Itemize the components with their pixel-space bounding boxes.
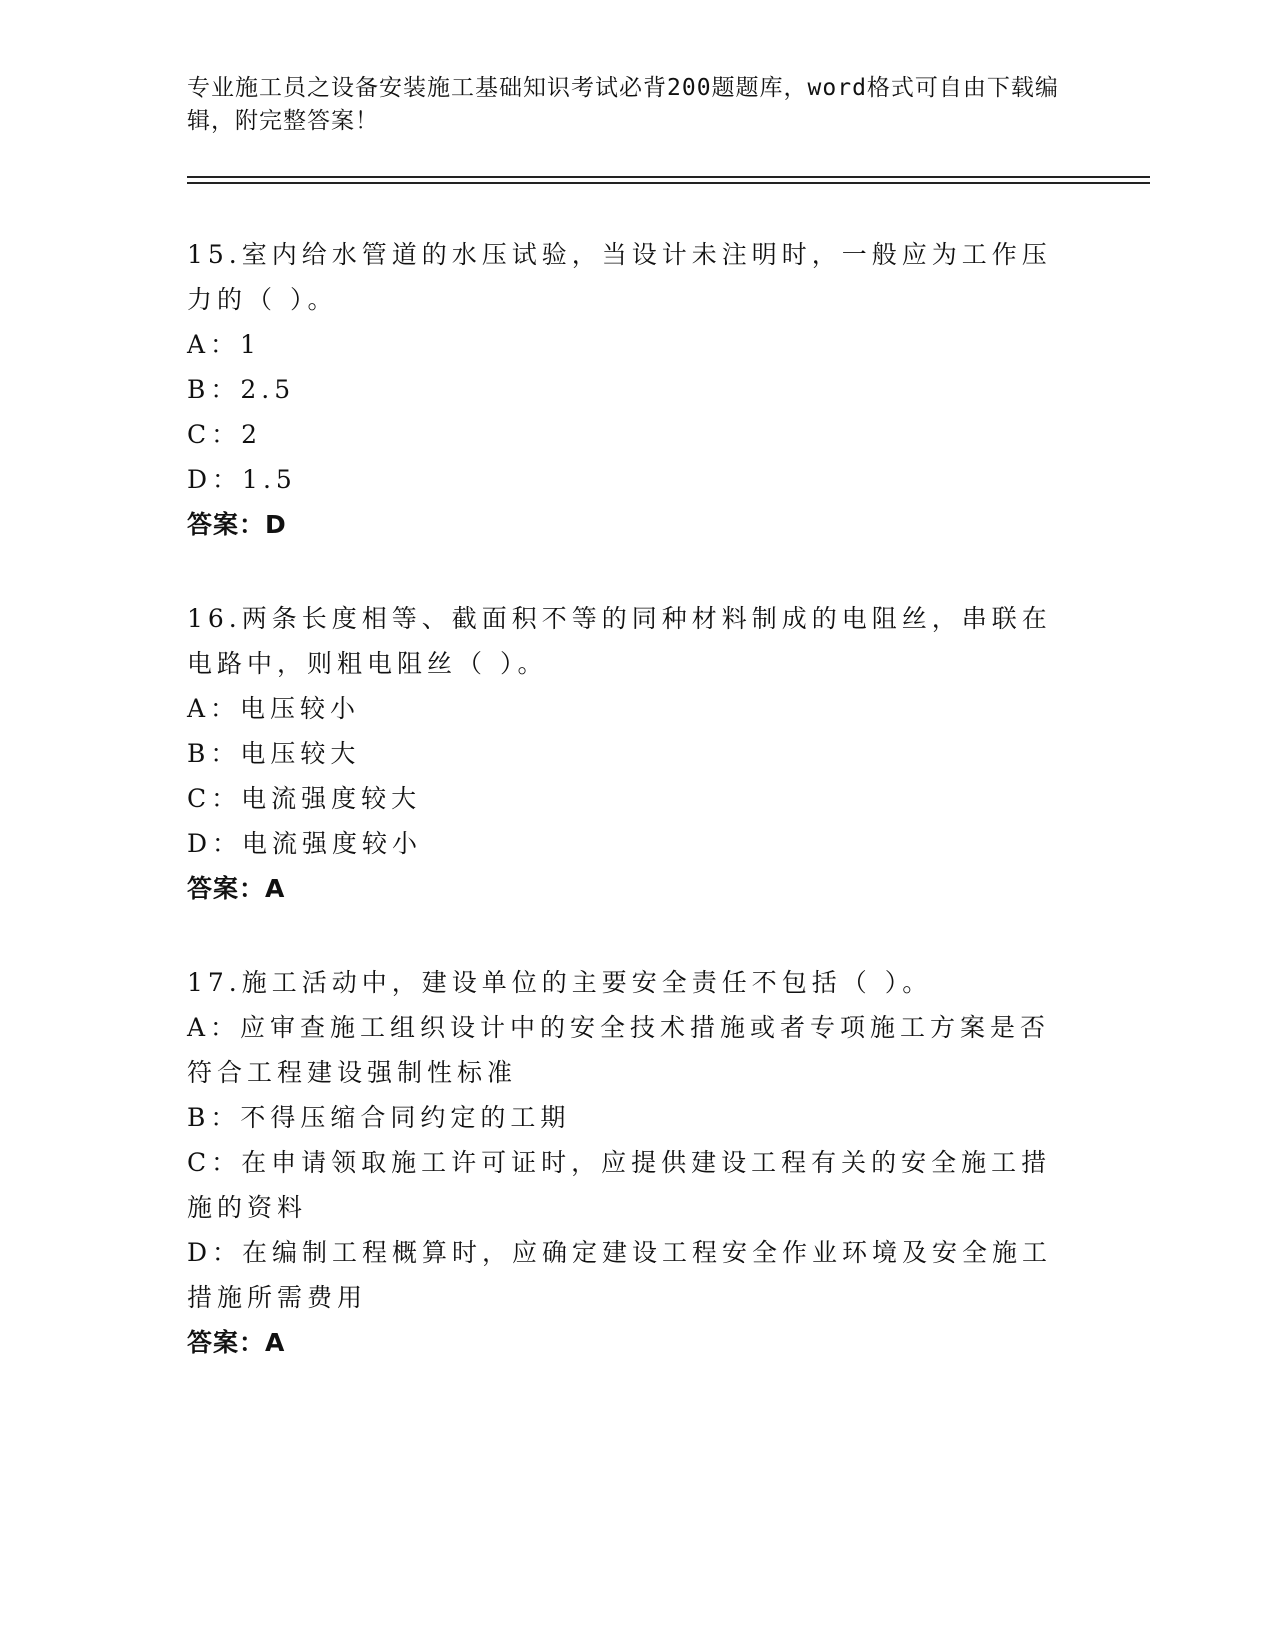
answer-label: 答案：D — [187, 510, 287, 539]
header-divider-bottom — [187, 182, 1150, 184]
option-d: D：1.5 — [187, 465, 297, 494]
question-stem: 17.施工活动中，建设单位的主要安全责任不包括（ ）。 — [187, 968, 933, 997]
option-a: A：1 — [187, 330, 261, 359]
option-c: C：2 — [187, 420, 263, 449]
option-b: B：不得压缩合同约定的工期 — [187, 1103, 571, 1132]
answer-label: 答案：A — [187, 1328, 286, 1357]
option-b: B：2.5 — [187, 375, 296, 404]
option-b: B：电压较大 — [187, 739, 361, 768]
option-d: D：在编制工程概算时，应确定建设工程安全作业环境及安全施工措施所需费用 — [187, 1238, 1053, 1312]
document-header: 专业施工员之设备安装施工基础知识考试必背200题题库，word格式可自由下载编辑，附完整答案！ — [187, 75, 1059, 134]
option-c: C：在申请领取施工许可证时，应提供建设工程有关的安全施工措施的资料 — [187, 1148, 1052, 1222]
question-16 — [187, 596, 1067, 911]
option-a: A：应审查施工组织设计中的安全技术措施或者专项施工方案是否符合工程建设强制性标准 — [187, 1013, 1051, 1087]
question-stem: 15.室内给水管道的水压试验，当设计未注明时，一般应为工作压力的（ ）。 — [187, 240, 1052, 314]
answer-label: 答案：A — [187, 874, 286, 903]
question-15 — [187, 232, 1067, 547]
question-17 — [187, 960, 1067, 1365]
option-a: A：电压较小 — [187, 694, 361, 723]
option-c: C：电流强度较大 — [187, 784, 422, 813]
header-divider-top — [187, 176, 1150, 178]
option-d: D：电流强度较小 — [187, 829, 423, 858]
question-stem: 16.两条长度相等、截面积不等的同种材料制成的电阻丝，串联在电路中，则粗电阻丝（ ）。 — [187, 604, 1052, 678]
